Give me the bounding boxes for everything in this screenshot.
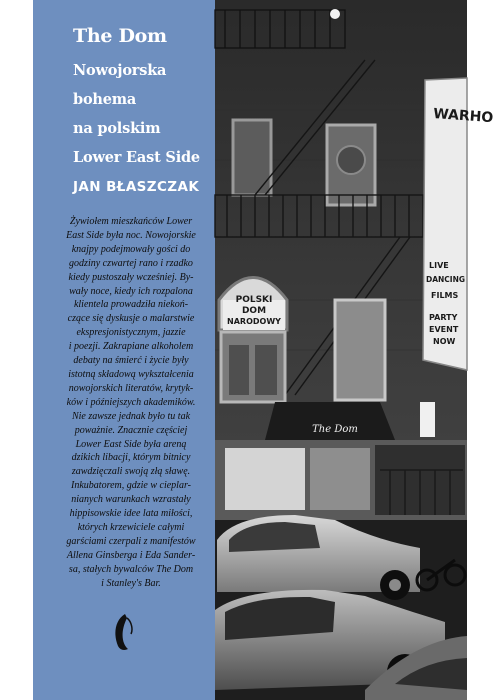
banner-line: FILMS <box>431 291 459 300</box>
blurb-line: ekspresjonistycznym, jazzie <box>76 327 186 339</box>
author-name: JAN BŁASZCZAK <box>73 179 200 195</box>
blurb-line: East Side była noc. Nowojorskie <box>66 229 196 241</box>
blurb-line: Żywiołem mieszkańców Lower <box>69 216 193 227</box>
banner-line: DANCING <box>426 275 466 284</box>
book-subtitle <box>73 56 213 172</box>
blurb-line: czące się dyskusje o malarstwie <box>67 313 195 325</box>
blurb-line: Nie zawsze jednak było tu tak <box>71 410 191 422</box>
street-photo <box>215 0 494 700</box>
text-panel <box>33 0 215 700</box>
blurb-line: których krzewiciele całymi <box>77 521 185 533</box>
blurb-line: hippisowskie idee lata miłości, <box>69 508 193 520</box>
blurb-line: knajpy podejmowały gości do <box>71 243 191 255</box>
blurb-line: Lower East Side była areną <box>75 438 187 450</box>
blurb-line: godziny czwartej rano i rzadko <box>69 257 193 269</box>
book-title: The Dom <box>73 25 167 47</box>
czarne-logo-icon <box>110 612 136 652</box>
blurb-line: ków i późniejszych akademików. <box>66 396 196 408</box>
blurb-line: istotną składową wykształcenia <box>68 368 194 380</box>
blurb-line: kiedy pustoszały wcześniej. By- <box>68 271 194 283</box>
banner-line: NOW <box>433 337 456 346</box>
subtitle-line: na polskim <box>73 120 161 137</box>
blurb-line: poważnie. Znacznie częściej <box>74 424 188 436</box>
sign-narodowy: NARODOWY <box>227 317 281 326</box>
blurb-line: sa, stałych bywalców The Dom <box>68 563 194 575</box>
blurb-line: nianych warunkach wzrastały <box>71 494 191 506</box>
blurb-line: klientela prowadziła niekoń- <box>73 299 189 311</box>
book-cover <box>33 0 494 700</box>
banner-line: WARHO <box>432 106 494 127</box>
cover-photo <box>215 0 494 700</box>
blurb-text <box>51 215 211 590</box>
blurb-line: Inkubatorem, gdzie w cieplar- <box>71 480 191 492</box>
blurb-line: debaty na śmierć i życie były <box>73 355 189 367</box>
blurb-line: i poezji. Zakrapiane alkoholem <box>68 341 194 353</box>
banner-line: PARTY <box>429 313 458 322</box>
blurb-line: wały noce, kiedy ich rozpalona <box>69 285 193 297</box>
sign-dom: DOM <box>241 306 267 316</box>
banner-line: LIVE <box>429 261 449 270</box>
subtitle-line: bohema <box>73 91 137 108</box>
subtitle-line: Nowojorska <box>73 62 167 79</box>
blurb-line: Allena Ginsberga i Eda Sander- <box>66 549 196 561</box>
sign-polski: POLSKI <box>235 295 273 305</box>
subtitle-line: Lower East Side <box>73 149 200 166</box>
awning-text: The Dom <box>312 424 358 435</box>
blurb-line: garściami czerpali z manifestów <box>66 535 196 547</box>
blurb-line: zawdzięczali swoją złą sławę. <box>71 466 191 478</box>
blurb-line: i Stanley's Bar. <box>101 577 161 589</box>
blurb-line: dzikich libacji, którym bitnicy <box>71 452 191 464</box>
blurb-line: nowojorskich literatów, krytyk- <box>68 382 194 394</box>
banner-line: EVENT <box>429 325 459 334</box>
